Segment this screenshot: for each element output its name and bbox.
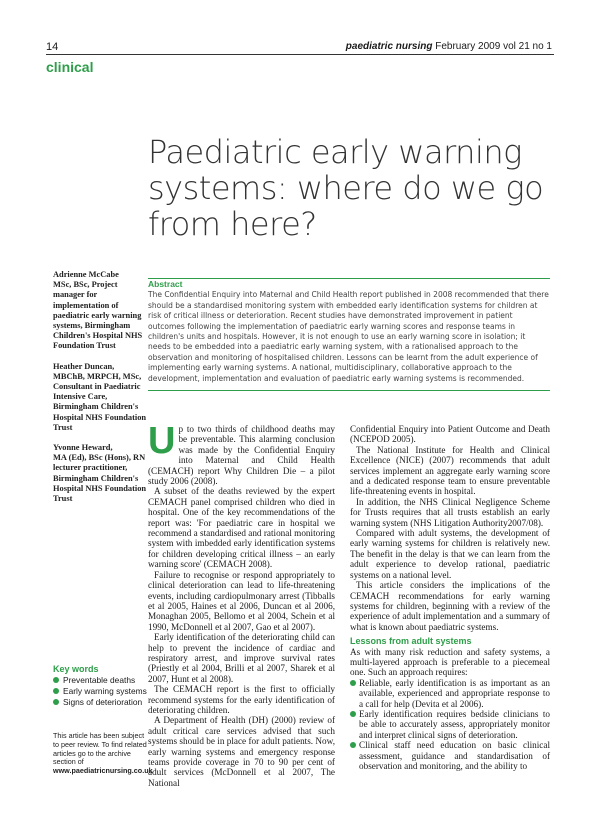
key-words [53,664,148,708]
author-block [53,443,147,504]
author-details: MSc, BSc, Project manager for implementation of paediatric early warning systems, Birmingham Children's Hospital NHS Foundation Trust [53,280,143,351]
bullet-item: Early identification requires bedside clinicians to be able to accurately assess, appropriately monitor and interpret clinical signs of deterioration. [350,709,550,740]
author-block [53,362,147,433]
body-paragraph: A subset of the deaths reviewed by the expert CEMACH panel comprised children who died in hospital. One of the key recommendations of the report was: 'For paediatric care in hospital we recommend a standardised and rational monitoring system with imbedded early identification systems for children developing critical illness – an early warning score' (CEMACH 2008). [148,486,336,570]
header-rule [46,54,554,55]
body-paragraph: As with many risk reduction and safety systems, a multi-layered approach is preferable to a piecemeal one. Such an approach requires: [350,646,550,678]
section-label: clinical [46,59,94,75]
body-paragraph: A Department of Health (DH) (2000) review of adult critical care services advised that such systems should be in place for adult patients. Now, early warning systems and emergency response teams provide coverage in 70 to 90 per cent of adult services (McDonnell et al 2007, The National [148,715,335,788]
body-paragraph: Compared with adult systems, the development of early warning systems for children is relatively new. The benefit in the delay is that we can learn from the adult experience to develop rational, paediatric systems on a national level. [350,528,550,580]
review-text: This article has been subject to peer review. To find related articles go to the archive section of [53,731,147,767]
abstract-bottom-rule [148,390,550,391]
author-details: MA (Ed), BSc (Hons), RN lecturer practitioner, Birmingham Children's Hospital NHS Foundation Trust [53,453,147,504]
bullet-item: Reliable, early identification is as important as an available, experienced and appropriate response to a call for help (Devita et al 2006). [350,678,550,709]
archive-link[interactable]: www.paediatricnursing.co.uk [53,766,153,776]
bullet-item: Clinical staff need education on basic clinical assessment, guidance and standardisation of observation and monitoring, and the ability to [350,740,550,771]
abstract [148,279,550,384]
author-details: MBChB, MRPCH, MSc, Consultant in Paediatric Intensive Care, Birmingham Children's Hospital NHS Foundation Trust [53,371,147,432]
journal-name: paediatric nursing [345,41,433,52]
key-word-item: Signs of deterioration [53,697,148,708]
intro-paragraph: Up to two thirds of childhood deaths may be preventable. This alarming conclusion was made by the Confidential Enquiry into Maternal and Child Health (CEMACH) report Why Children Die – a pilot study 2006 (2008). [148,420,335,487]
author-list [53,270,147,514]
body-paragraph: In addition, the NHS Clinical Negligence Scheme for Trusts requires that all trusts establish an early warning system (NHS Litigation Authority2007/08). [350,496,550,528]
author-name: Heather Duncan, [53,361,115,371]
body-paragraph: This article considers the implications of the CEMACH recommendations for early warning systems for children, beginning with a review of the experience of adult implementation and a summary of what is known about paediatric systems. [350,580,550,632]
subheading: Lessons from adult systems [350,636,472,647]
peer-review-note [53,731,153,776]
author-block [53,270,147,352]
body-column-1 [148,420,336,788]
article-title: Paediatric early warning systems: where do we go from here? [148,133,544,243]
drop-cap: U [148,420,176,462]
key-words-heading: Key words [53,664,99,674]
body-paragraph: Failure to recognise or respond appropriately to clinical deterioration can lead to life-threatening events, including cardiopulmonary arrest (Tibballs et al 2005, Haines et al 2006, Duncan et al 2006, Monaghan 2005, Bellomo et al 2004, Schein et al 1990, McDonnell et al 2007, Gao et al 2007). [148,569,335,632]
body-paragraph: Confidential Enquiry into Patient Outcome and Death (NCEPOD 2005). [350,424,550,445]
page-number: 14 [46,41,59,53]
issue-info: February 2009 vol 21 no 1 [435,41,552,52]
key-word-item: Early warning systems [53,686,148,697]
body-column-2 [350,424,550,771]
running-header [346,41,552,52]
author-name: Adrienne McCabe [53,270,119,279]
abstract-text: The Confidential Enquiry into Maternal and Child Health report published in 2008 recommended that there should be a standardised monitoring system with embedded early identification systems for children at risk of critical illness or deterioration. Recent studies have demonstrated improvement in patient outcomes following the implementation of paediatric early warning scores and response teams in children's units and hospitals. However, it is not enough to use an early warning score in isolation; it needs to be embedded into a paediatric early warning system, with a rationalised approach to the observation and monitoring of hospitalised children. Lessons can be learnt from the adult experience of implementing early warning systems. A national, multidisciplinary, collaborative approach to the development, implementation and evaluation of paediatric early warning systems is recommended. [148,290,549,383]
body-paragraph: Early identification of the deteriorating child can help to prevent the incidence of cardiac and respiratory arrest, and improve survival rates (Priestly et al 2004, Brilli et al 2007, Sharek et al 2007, Hunt et al 2008). [148,632,335,684]
body-paragraph: The CEMACH report is the first to officially recommend systems for the early identification of deteriorating children. [148,684,335,715]
abstract-heading: Abstract [148,279,183,289]
body-paragraph: The National Institute for Health and Clinical Excellence (NICE) (2007) recommends that adult services implement an aggregate early warning score and a dedicated response team to ensure preventable life-threatening events in hospital. [350,444,550,497]
key-word-item: Preventable deaths [53,675,148,686]
author-name: Yvonne Heward, [53,443,113,453]
